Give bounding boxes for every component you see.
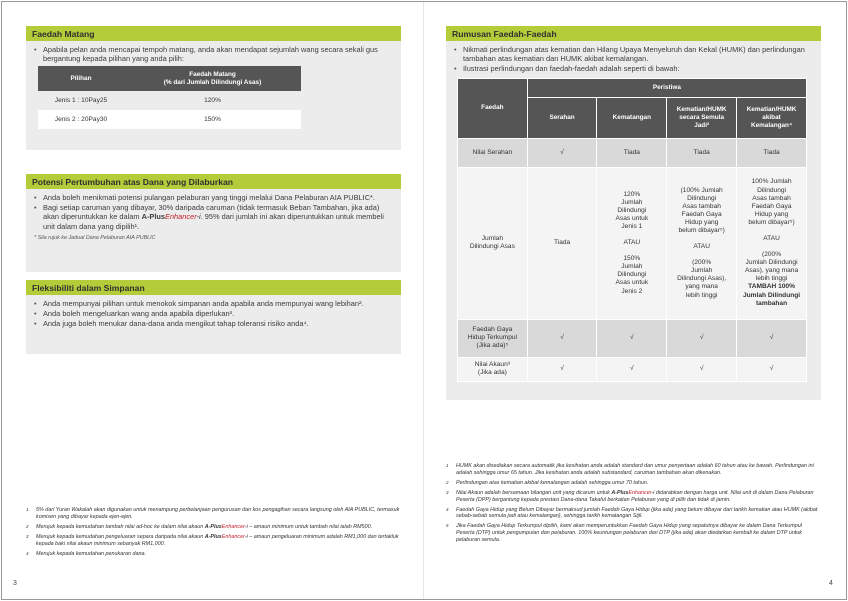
right-footnote-2 [446, 480, 821, 487]
cell-line: Dilindungi [687, 194, 717, 202]
cell-line: Asas untuk [615, 214, 649, 222]
footnote-text: Faedah Gaya Hidup yang Belum Dibayar bermaksud jumlah Faedah Gaya Hidup (jika ada) yang belum dibayar dari tarikh kematian atau HUMK (akibat sebab-sebab semula jadi atau kemalangan), sehingga tarikh kematangan Sijil. [456, 506, 818, 520]
label-line: Faedah Gaya [472, 325, 513, 333]
table-cell: Tiada [667, 138, 737, 167]
footnote-text-a: Nilai Akaun adalah bersamaan bilangan unit yang dicarum untuk [456, 489, 612, 496]
cell-line: Jenis 2 [621, 287, 643, 295]
potensi-bullet-2-text-b: . 95% dari jumlah ini akan diperuntukkan untuk membeli unit dalam dana yang dipilih¹. [43, 212, 384, 231]
right-footnote-4 [446, 507, 821, 521]
label-line: (Jika ada) [477, 369, 507, 377]
table-cell: √ [667, 357, 737, 381]
left-footnote-3 [26, 534, 401, 548]
left-footnote-1 [26, 507, 401, 521]
table-cell: Tiada [737, 138, 807, 167]
cell-line: Faedah Gaya [681, 210, 722, 218]
cell-line: ATAU [763, 235, 780, 243]
label-line: (Jika ada)⁵ [476, 342, 509, 350]
label-line: Dilindungi Asas [469, 243, 515, 251]
cell-line: 120% [623, 190, 641, 198]
left-footnote-4 [26, 551, 401, 558]
cell-line: Hidup yang [754, 210, 789, 218]
table-cell: √ [527, 138, 597, 167]
table-cell: √ [597, 319, 667, 357]
table-cell: √ [527, 319, 597, 357]
cell-line [737, 243, 806, 251]
page-number-left: 3 [13, 580, 17, 587]
cell-line: belum dibayar⁵) [678, 227, 725, 235]
page-gutter [423, 2, 424, 599]
fleksibiliti-section [26, 280, 401, 354]
table-cell-pilihan: Jenis 2 : 20Pay30 [38, 110, 124, 129]
cell-line [667, 251, 736, 259]
header-line: Kemalangan⁴ [750, 121, 793, 129]
footnote-text: 5% dari Yuran Wakalah akan digunakan untuk menampung perbelanjaan pengurusan dan kos pengagihan secara langsung oleh AIA PUBLIC, termasuk komisen yang dibayar kepada ejen-ejen. [36, 507, 400, 520]
label-line: Nilai Akaun³ [474, 361, 510, 369]
table-header-faedah: Faedah [458, 78, 528, 138]
footnote-text-b: didarabkan dengan harga unit. Nilai unit di dalam Dana Pelaburan Peserta (DPP) bergantung kepada prestasi Dana-dana Takaful berkaitan Pelaburan yang di pilih dan tidak di jamin. [456, 489, 814, 503]
row-label-jumlah-dilindungi-asas [458, 167, 528, 319]
cell-line-bold: tambahan [755, 299, 788, 307]
cell-line: Asas tambah [752, 194, 791, 202]
cell-line: belum dibayar⁵) [748, 218, 795, 226]
table-header-faedah-matang-line2: (% dari Jumlah Dilindungi Asas) [163, 78, 262, 86]
table-header-kematian-humk [667, 97, 737, 138]
brand-enhancer: Enhancer [221, 533, 245, 540]
faedah-matang-table [38, 66, 301, 129]
footnote-marker: 4 [26, 550, 29, 556]
cell-line: Jenis 1 [621, 222, 643, 230]
table-header-pilihan: Pilihan [38, 66, 124, 91]
header-line: Kematian/HUMK [676, 105, 727, 113]
header-line: secara Semula [679, 113, 725, 121]
brand-suffix: -i [244, 523, 248, 530]
footnote-text: Perlindungan atas kematian akibat kemalangan adalah sehingga umur 70 tahun. [456, 479, 649, 486]
right-footnote-1 [446, 463, 821, 477]
cell-line: Hidup yang [684, 218, 719, 226]
footnote-marker: 4 [446, 506, 449, 512]
rumusan-section [446, 26, 821, 400]
fleksibiliti-title: Fleksibiliti dalam Simpanan [26, 280, 401, 295]
brand-aplus: A-Plus [204, 533, 222, 540]
brand-enhancer: Enhancer [221, 523, 245, 530]
faedah-matang-section [26, 26, 401, 150]
cell-line: lebih tinggi [755, 275, 788, 283]
table-cell-multiline [667, 167, 737, 319]
header-line: Jadi² [694, 121, 710, 129]
table-cell: Tiada [597, 138, 667, 167]
cell-line: Jumlah [621, 198, 643, 206]
potensi-bullet-1: • Anda boleh menikmati potensi pulangan pelaburan yang tinggi melalui Dana Pelaburan AIA PUBLIC*. [34, 193, 394, 202]
footnote-marker: 3 [446, 489, 449, 495]
footnote-text: Jika Faedah Gaya Hidup Terkumpul dipilih, kami akan memperuntukkan Faedah Gaya Hidup yang sepatutnya dibayar ke dalam Dana Terkumpul Peserta (DTP) untuk pengumpulan dan pelaburan. 100% keuntungan pelaburan dari DTP (jika ada) akan diedarkan kembali ke dalam DTP untuk pelaburan semula. [456, 523, 803, 544]
potensi-section [26, 174, 401, 272]
brand-aplus: A-Plus [204, 523, 222, 530]
table-cell: √ [527, 357, 597, 381]
fleksibiliti-bullet-3: • Anda juga boleh menukar dana-dana anda mengikut tahap toleransi risiko anda⁴. [34, 319, 394, 328]
left-footnotes [26, 507, 401, 560]
table-cell: √ [667, 319, 737, 357]
footnote-marker: 1 [446, 463, 449, 468]
cell-line: Dilindungi [617, 271, 647, 279]
cell-line: lebih tinggi [685, 291, 718, 299]
fleksibiliti-bullet-2: • Anda boleh mengeluarkan wang anda apabila diperlukan³. [34, 309, 394, 318]
brand-enhancer: Enhancer [165, 212, 197, 222]
potensi-bullet-2 [34, 203, 394, 231]
footnote-marker: 1 [26, 507, 29, 512]
cell-line [597, 247, 666, 255]
footnote-text-b: – amaun pengeluaran minimum adalah RM1,000 dan tertakluk kepada baki nilai akaun minimum sebanyak RM1,000. [36, 533, 399, 547]
cell-line: Jumlah [691, 267, 713, 275]
footnote-marker: 2 [446, 479, 449, 485]
table-cell: Tiada [527, 167, 597, 319]
cell-line: ATAU [693, 243, 710, 251]
brand-enhancer: Enhancer [628, 489, 652, 496]
cell-line: Asas), yang mana [744, 267, 799, 275]
table-cell-value: 120% [124, 91, 301, 110]
header-line: Kematian/HUMK [746, 105, 797, 113]
cell-line: ATAU [623, 239, 641, 247]
right-footnotes [446, 463, 821, 547]
page-number-right: 4 [829, 580, 833, 587]
right-footnote-5 [446, 523, 821, 544]
table-header-kematangan: Kematangan [597, 97, 667, 138]
footnote-text-a: Merujuk kepada kemudahan pengeluaran separa daripada nilai akaun [36, 533, 205, 540]
cell-line: Asas untuk [615, 279, 649, 287]
table-cell-value: 150% [124, 110, 301, 129]
footnote-text-a: Merujuk kepada kemudahan tambah nilai ad-hoc ke dalam nilai akaun [36, 523, 205, 530]
row-label-nilai-serahan: Nilai Serahan [458, 138, 528, 167]
rumusan-bullet-1: • Nikmati perlindungan atas kematian dan Hilang Upaya Menyeluruh dan Kekal (HUMK) dan perlindungan tambahan atas kematian dan HUMK akibat kemalangan. [454, 45, 814, 63]
rumusan-title: Rumusan Faedah-Faedah [446, 26, 821, 41]
table-header-peristiwa: Peristiwa [527, 78, 806, 97]
row-label-nilai-akaun [458, 357, 528, 381]
cell-line: 150% [623, 255, 641, 263]
cell-line: Dilindungi [617, 206, 647, 214]
cell-line: Dilindungi [757, 186, 787, 194]
cell-line: Jumlah [621, 263, 643, 271]
cell-line: yang mana [685, 283, 718, 291]
potensi-note: * Sila rujuk ke Jadual Dana Pelaburan AIA PUBLIC [34, 234, 156, 241]
brand-suffix: -i [196, 212, 201, 222]
cell-line: 100% Jumlah [751, 178, 792, 186]
brand-suffix: -i [244, 533, 248, 540]
potensi-title: Potensi Pertumbuhan atas Dana yang Dilaburkan [26, 174, 401, 189]
cell-line-bold: Jumlah Dilindungi [742, 291, 801, 299]
row-label-faedah-gaya-hidup [458, 319, 528, 357]
table-header-faedah-matang [124, 66, 301, 91]
cell-line-bold: TAMBAH 100% [748, 283, 795, 291]
cell-line [667, 235, 736, 243]
footnote-marker: 3 [26, 533, 29, 539]
cell-line: (200% [762, 251, 782, 259]
potensi-bullet-2-text-a: Bagi setiap caruman yang dibayar, 30% daripada caruman (tidak termasuk Beban Tambahan, jika ada) akan diperuntukkan ke dalam [43, 203, 380, 222]
table-cell: √ [737, 357, 807, 381]
label-line: Jumlah [481, 235, 503, 243]
footnote-marker: 2 [26, 523, 29, 529]
brand-aplus: A-Plus [141, 212, 166, 222]
table-cell-pilihan: Jenis 1 : 10Pay25 [38, 91, 124, 110]
footnote-marker: 5 [446, 523, 449, 529]
header-line: akibat [762, 113, 781, 121]
cell-line: Asas tambah [682, 202, 721, 210]
cell-line: (100% Jumlah [680, 186, 723, 194]
faedah-summary-table [457, 78, 807, 382]
brand-aplus: A-Plus [611, 489, 629, 496]
footnote-text-b: – amaun minimum untuk tambah nilai ialah RM500. [247, 523, 373, 530]
left-footnote-2 [26, 524, 401, 531]
cell-line: Faedah Gaya [751, 202, 792, 210]
fleksibiliti-bullet-1: • Anda mempunyai pilihan untuk menokok simpanan anda apabila anda mempunyai wang lebihan². [34, 299, 394, 308]
rumusan-bullet-2: • Ilustrasi perlindungan dan faedah-faedah adalah seperti di bawah: [454, 64, 814, 73]
cell-line [737, 227, 806, 235]
cell-line: Jumlah Dilindungi [745, 259, 798, 267]
table-cell-multiline [597, 167, 667, 319]
table-header-serahan: Serahan [527, 97, 597, 138]
cell-line [597, 231, 666, 239]
table-header-kematian-akibat-kemalangan [737, 97, 807, 138]
table-cell: √ [737, 319, 807, 357]
footnote-text: Merujuk kepada kemudahan penukaran dana. [36, 550, 146, 557]
table-cell: √ [597, 357, 667, 381]
footnote-text: HUMK akan disediakan secara automatik jika kesihatan anda adalah standard dan umur penyertaan adalah 60 tahun atau ke bawah. Perlindungan ini adalah sehingga umur 65 tahun. Jika kesihatan anda adalah substandard, caruman tambahan akan dikenakan. [456, 463, 814, 476]
right-footnote-3 [446, 490, 821, 504]
table-header-faedah-matang-line1: Faedah Matang [189, 70, 236, 78]
faedah-matang-title: Faedah Matang [26, 26, 401, 41]
cell-line: (200% [692, 259, 712, 267]
cell-line: Dilindungi Asas), [677, 275, 727, 283]
label-line: Hidup Terkumpul [467, 334, 518, 342]
faedah-matang-bullet: • Apabila pelan anda mencapai tempoh matang, anda akan mendapat sejumlah wang secara sekali gus bergantung kepada pilihan yang anda pilih: [34, 45, 394, 63]
brand-suffix: -i [651, 489, 655, 496]
table-cell-multiline [737, 167, 807, 319]
